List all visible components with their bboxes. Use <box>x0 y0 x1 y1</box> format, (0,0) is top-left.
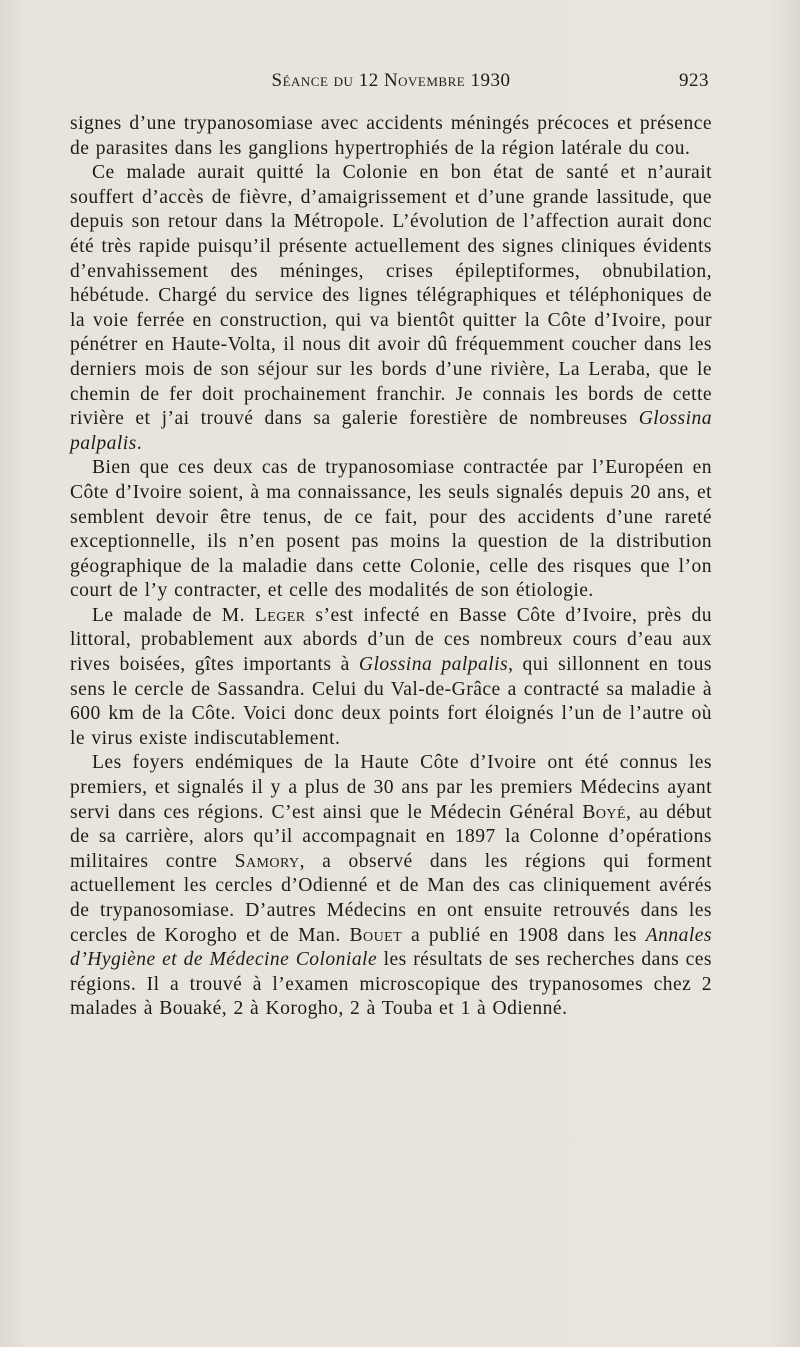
text-run: s’est infecté en Basse Côte d’Ivoire, près du littoral, probablement aux abords d’un de ces nombreux cours d’eau aux rives boisées, gîtes importants à <box>70 604 712 676</box>
text-run: , a observé dans les régions qui forment actuellement les cercles d’Odienné et de Man des cas cliniquement avérés de trypanosomiase. D’autres Médecins en ont ensuite retrouvés dans les cercles de Korogho et de Man. <box>70 850 712 946</box>
text-run: , qui sillonnent en tous sens le cercle de Sassandra. Celui du Val-de-Grâce a contracté sa maladie à 600 km de la Côte. Voici donc deux points fort éloignés l’un de l’autre où le virus existe indiscutablement. <box>70 654 712 749</box>
paragraph-endemic-foci <box>70 751 712 1022</box>
text-run: a publié en 1908 dans les <box>402 924 646 946</box>
paragraph-continuation <box>70 112 712 161</box>
species-name: Glossina palpalis <box>358 654 509 676</box>
paragraph-infection-sites <box>70 604 712 752</box>
page-number: 923 <box>679 70 709 91</box>
text-run: Le malade de M. <box>92 604 255 626</box>
paragraph-text: signes d’une trypanosomiase avec accidents méningés précoces et présence de parasites dans les ganglions hypertrophiés de la région latérale du cou. <box>70 113 712 159</box>
body-text <box>70 112 712 1022</box>
text-run: , au début de sa carrière, alors qu’il accompagnait en 1897 la Colonne d’opérations militaires contre <box>70 801 712 872</box>
text-run: les résultats de ses recherches dans ces régions. Il a trouvé à l’examen microscopique des trypanosomes chez 2 malades à Bouaké, 2 à Korogho, 2 à Touba et 1 à Odienné. <box>70 949 712 1020</box>
author-name: Bouet <box>349 924 403 946</box>
journal-title: Annales d’Hygiène et de Médecine Coloniale <box>70 924 712 971</box>
running-title: Séance du 12 Novembre 1930 <box>271 70 511 91</box>
paragraph-distribution-question <box>70 456 712 604</box>
text-run: Les foyers endémiques de la Haute Côte d’Ivoire ont été connus les premiers, et signalés il y a plus de 30 ans par les premiers Médecins ayant servi dans ces régions. C’est ainsi que le Médecin Général <box>70 752 712 823</box>
person-name: Boyé <box>582 801 626 823</box>
paragraph-patient-history <box>70 161 712 456</box>
author-name: Leger <box>254 604 306 626</box>
paragraph-text: Ce malade aurait quitté la Colonie en bon état de santé et n’aurait souffert d’accès de fièvre, d’amaigrissement et d’une grande lassitude, que depuis son retour dans la Métropole. L’évolution de l’affection aurait donc été très rapide puisqu’il présente actuellement des signes cliniques évidents d’envahissement des méninges, crises épileptiformes, obnubilation, hébétude. Chargé du service des lignes télégraphiques et téléphoniques de la voie ferrée en construction, qui va bientôt quitter la Côte d’Ivoire, pour pénétrer en Haute-Volta, il nous dit avoir dû fréquemment coucher dans les derniers mois de son séjour sur les bords d’une rivière, La Leraba, que le chemin de fer doit prochainement franchir. Je connais les bords de cette rivière et j’ai trouvé dans sa galerie forestière de nombreuses <box>70 162 712 430</box>
species-name: Glossina palpalis <box>70 408 712 454</box>
punctuation: . <box>136 432 143 454</box>
paragraph-text: Bien que ces deux cas de trypanosomiase contractée par l’Européen en Côte d’Ivoire soient, à ma connaissance, les seuls signalés depuis 20 ans, et semblent devoir être tenus, de ce fait, pour des accidents d’une rareté exceptionnelle, ils n’en posent pas moins la question de la distribution géographique de la maladie dans cette Colonie, celle des risques que l’on court de l’y contracter, et celle des modalités de son étiologie. <box>70 457 712 602</box>
running-header <box>70 70 712 100</box>
person-name: Samory <box>234 850 300 872</box>
